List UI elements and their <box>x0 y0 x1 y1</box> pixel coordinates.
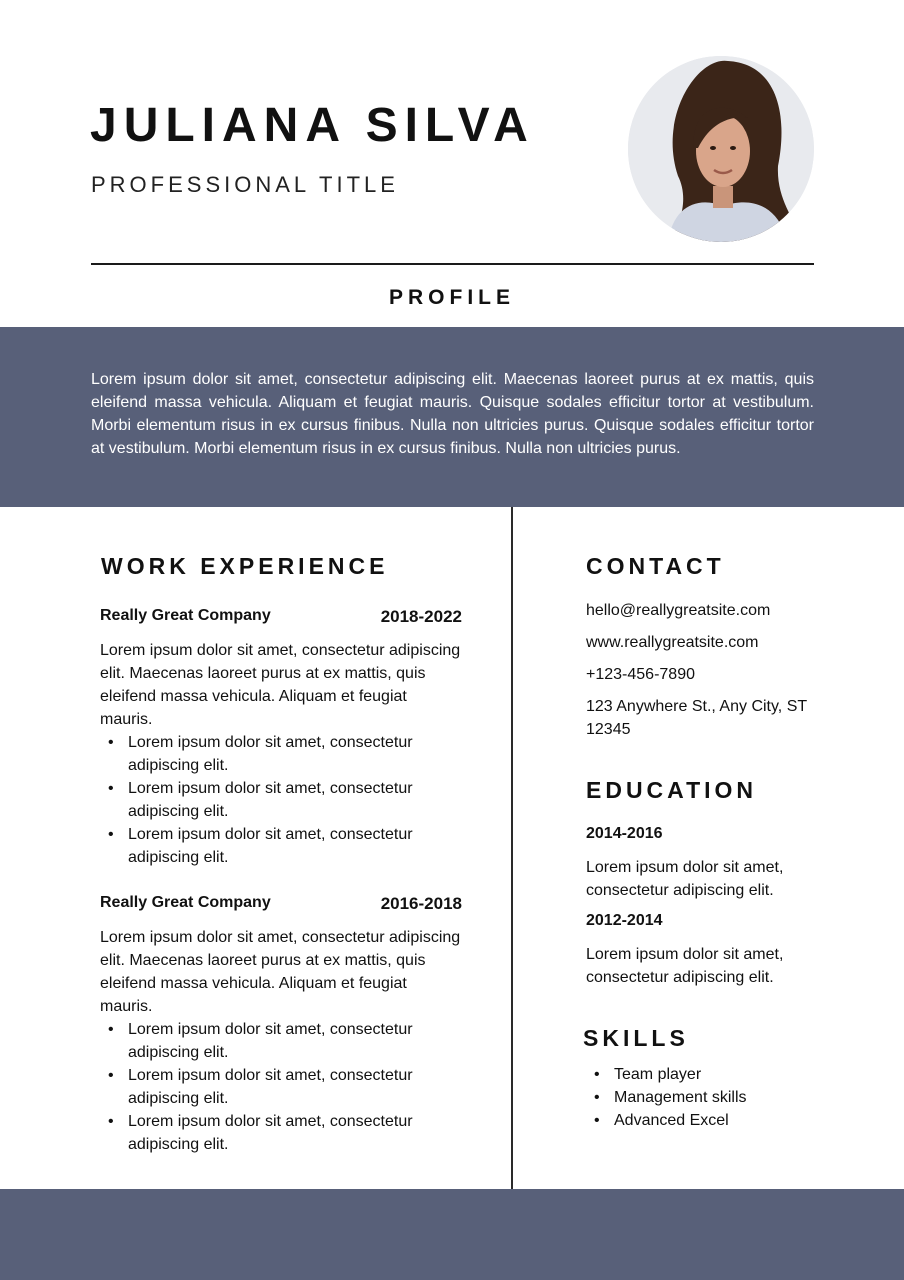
contact-heading: CONTACT <box>586 553 725 579</box>
job-entry <box>100 894 462 1156</box>
contact-address: 123 Anywhere St., Any City, ST 12345 <box>586 698 807 738</box>
education-heading: EDUCATION <box>586 777 758 803</box>
profile-heading: PROFILE <box>388 286 515 309</box>
list-item: • Lorem ipsum dolor sit amet, consectetur adipiscing elit. <box>128 1064 462 1110</box>
column-divider <box>511 507 513 1189</box>
list-item: • Lorem ipsum dolor sit amet, consectetur adipiscing elit. <box>128 823 462 869</box>
skills-list <box>586 1063 747 1132</box>
job-bullet-list <box>100 1018 462 1156</box>
skill-item: • Team player <box>614 1063 747 1086</box>
skills-heading: SKILLS <box>583 1025 689 1051</box>
contact-website[interactable]: www.reallygreatsite.com <box>586 634 759 651</box>
education-years: 2012-2014 <box>586 912 663 929</box>
candidate-name: JULIANA SILVA <box>90 99 535 152</box>
job-description: Lorem ipsum dolor sit amet, consectetur adipiscing elit. Maecenas laoreet purus at ex mattis, quis eleifend massa vehicula. Aliquam et feugiat mauris. <box>100 642 461 728</box>
profile-photo <box>628 56 814 242</box>
contact-email[interactable]: hello@reallygreatsite.com <box>586 602 771 619</box>
header-divider <box>91 263 814 265</box>
education-description: Lorem ipsum dolor sit amet, consectetur adipiscing elit. <box>586 946 784 986</box>
job-description: Lorem ipsum dolor sit amet, consectetur adipiscing elit. Maecenas laoreet purus at ex mattis, quis eleifend massa vehicula. Aliquam et feugiat mauris. <box>100 929 461 1015</box>
job-company: Really Great Company <box>100 894 271 911</box>
job-company: Really Great Company <box>100 607 271 624</box>
job-years: 2016-2018 <box>380 894 462 913</box>
work-experience-heading: WORK EXPERIENCE <box>101 553 389 579</box>
education-years: 2014-2016 <box>586 825 663 842</box>
job-years: 2018-2022 <box>380 607 462 626</box>
professional-title: PROFESSIONAL TITLE <box>91 172 399 197</box>
list-item: • Lorem ipsum dolor sit amet, consectetur adipiscing elit. <box>128 1018 462 1064</box>
list-item: • Lorem ipsum dolor sit amet, consectetur adipiscing elit. <box>128 1110 462 1156</box>
skill-item: • Management skills <box>614 1086 747 1109</box>
skill-item: • Advanced Excel <box>614 1109 747 1132</box>
contact-phone[interactable]: +123-456-7890 <box>586 666 695 683</box>
education-description: Lorem ipsum dolor sit amet, consectetur adipiscing elit. <box>586 859 784 899</box>
footer-band <box>0 1189 904 1280</box>
profile-text: Lorem ipsum dolor sit amet, consectetur adipiscing elit. Maecenas laoreet purus at ex mattis, quis eleifend massa vehicula. Aliquam et feugiat mauris. Quisque sodales efficitur tortor at vestibulum. Morbi elementum risus in ex cursus finibus. Nulla non ultricies purus. Quisque sodales efficitur tortor at vestibulum. Morbi elementum risus in ex cursus finibus. Nulla non ultricies purus. <box>91 371 814 457</box>
job-bullet-list <box>100 731 462 869</box>
list-item: • Lorem ipsum dolor sit amet, consectetur adipiscing elit. <box>128 731 462 777</box>
list-item: • Lorem ipsum dolor sit amet, consectetur adipiscing elit. <box>128 777 462 823</box>
job-entry <box>100 607 462 869</box>
